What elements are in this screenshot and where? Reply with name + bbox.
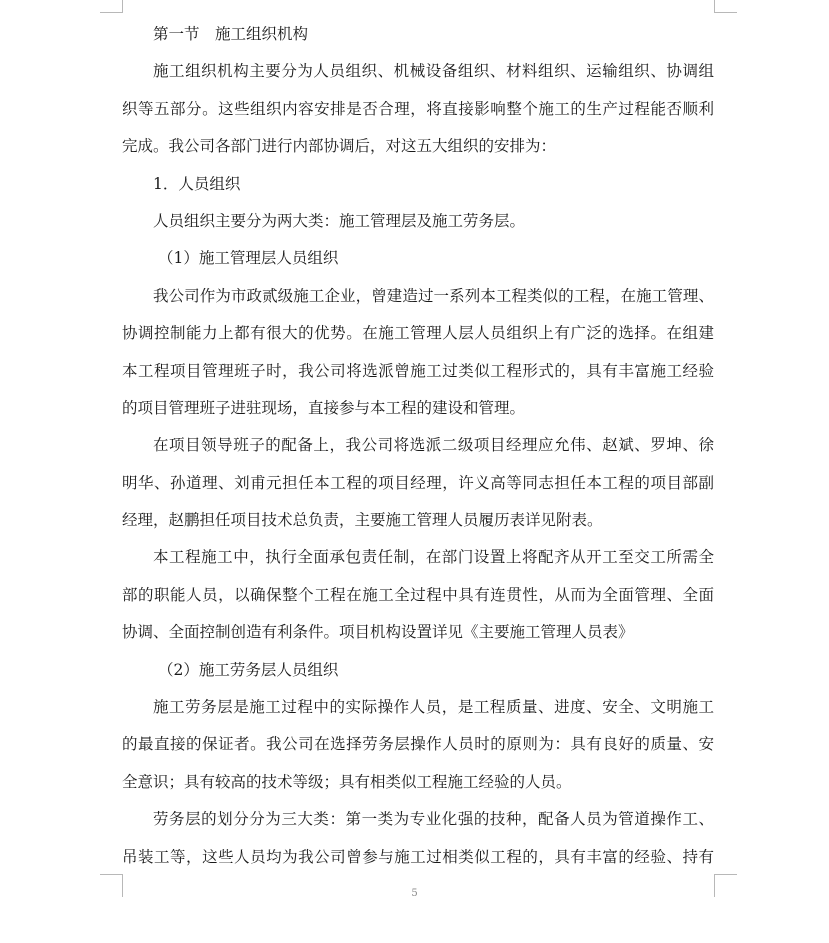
- paragraph-line: 施工组织机构主要分为人员组织、机械设备组织、材料组织、运输组织、协调组: [153, 62, 714, 81]
- paragraph-line: 的最直接的保证者。我公司在选择劳务层操作人员时的原则为：具有良好的质量、安: [122, 735, 714, 754]
- paragraph-line: 我公司作为市政贰级施工企业，曾建造过一系列本工程类似的工程，在施工管理、: [153, 286, 714, 305]
- paragraph-labor-2: [122, 801, 714, 876]
- paragraph-line: 经理，赵鹏担任项目技术总负责，主要施工管理人员履历表详见附表。: [122, 511, 603, 530]
- paragraph-intro: [122, 53, 714, 165]
- paragraph-line: 完成。我公司各部门进行内部协调后，对这五大组织的安排为：: [122, 137, 557, 156]
- paragraph-management-1: [122, 278, 714, 428]
- paragraph-line: 明华、孙道理、刘甫元担任本工程的项目经理，许义高等同志担任本工程的项目部副: [122, 473, 714, 492]
- page-number: 5: [411, 888, 418, 899]
- paragraph-line: 协调、全面控制创造有利条件。项目机构设置详见《主要施工管理人员表》: [122, 623, 634, 642]
- section-title: 第一节 施工组织机构: [153, 25, 309, 43]
- heading-labor-layer: （2）施工劳务层人员组织: [158, 660, 339, 679]
- paragraph-line: 吊装工等，这些人员均为我公司曾参与施工过相类似工程的，具有丰富的经验、持有: [122, 847, 714, 866]
- paragraph-line: 在项目领导班子的配备上，我公司将选派二级项目经理应允伟、赵斌、罗坤、徐: [153, 436, 714, 455]
- crop-mark-top-left: [100, 0, 123, 13]
- paragraph-line: 劳务层的划分分为三大类：第一类为专业化强的技种，配备人员为管道操作工、: [153, 810, 714, 829]
- paragraph-line: 织等五部分。这些组织内容安排是否合理，将直接影响整个施工的生产过程能否顺利: [122, 99, 714, 118]
- heading-personnel-organization: 1．人员组织: [153, 174, 241, 193]
- paragraph-personnel-types: 人员组织主要分为两大类：施工管理层及施工劳务层。: [153, 211, 526, 230]
- paragraph-line: 本工程施工中，执行全面承包责任制，在部门设置上将配齐从开工至交工所需全: [153, 548, 714, 567]
- paragraph-line: 协调控制能力上都有很大的优势。在施工管理人层人员组织上有广泛的选择。在组建: [122, 324, 714, 343]
- paragraph-management-3: [122, 539, 714, 651]
- paragraph-line: 部的职能人员，以确保整个工程在施工全过程中具有连贯性，从而为全面管理、全面: [122, 585, 714, 604]
- paragraph-line: 本工程项目管理班子时，我公司将选派曾施工过类似工程形式的，具有丰富施工经验: [122, 361, 714, 380]
- paragraph-line: 施工劳务层是施工过程中的实际操作人员，是工程质量、进度、安全、文明施工: [153, 698, 714, 717]
- crop-mark-top-right: [714, 0, 737, 13]
- document-body: [122, 16, 714, 876]
- paragraph-labor-1: [122, 689, 714, 801]
- paragraph-line: 全意识；具有较高的技术等级；具有相类似工程施工经验的人员。: [122, 772, 572, 791]
- heading-management-layer: （1）施工管理层人员组织: [158, 249, 339, 268]
- paragraph-line: 的项目管理班子进驻现场，直接参与本工程的建设和管理。: [122, 398, 526, 417]
- paragraph-management-2: [122, 427, 714, 539]
